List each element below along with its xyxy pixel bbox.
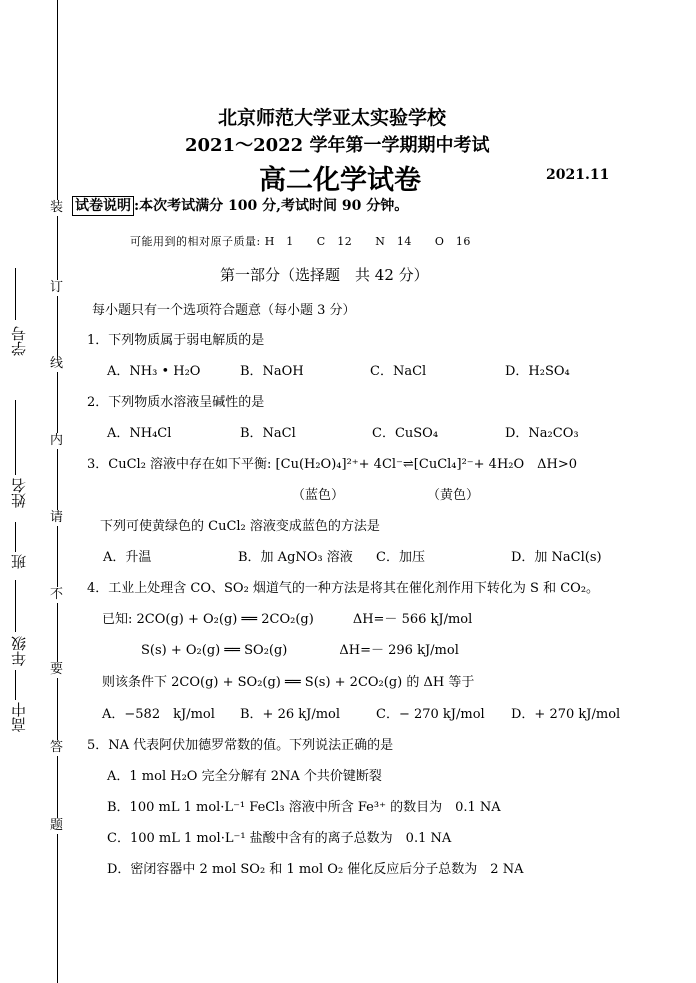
notice-text: :本次考试满分 100 分,考试时间 90 分钟。 <box>134 198 409 214</box>
section-title: 第一部分（选择题 共 42 分） <box>220 266 429 284</box>
name-field-line <box>15 400 16 475</box>
q1-option-c: C．NaCl <box>370 364 427 379</box>
binding-char: 不 <box>50 587 64 602</box>
exam-term: 2021～2022 学年第一学期期中考试 <box>185 135 490 156</box>
grade-label: 年级 <box>10 636 28 666</box>
q3-color-yellow: （黄色） <box>427 488 480 503</box>
q5-option-d: D．密闭容器中 2 mol SO₂ 和 1 mol O₂ 催化反应后分子总数为 2 NA <box>107 862 524 877</box>
binding-char: 内 <box>50 433 64 448</box>
q4-known-1: 已知: 2CO(g) + O₂(g) ══ 2CO₂(g) ΔH=－ 566 kJ/mol <box>102 612 473 627</box>
q5-option-c: C．100 mL 1 mol·L⁻¹ 盐酸中含有的离子总数为 0.1 NA <box>107 831 452 846</box>
grade-field-line <box>15 580 16 632</box>
student-id-field-line <box>15 268 16 320</box>
q1-stem: 1．下列物质属于弱电解质的是 <box>87 333 265 348</box>
exam-date: 2021.11 <box>546 167 610 183</box>
q2-stem: 2．下列物质水溶液呈碱性的是 <box>87 395 265 410</box>
class-field-line <box>15 522 16 552</box>
q5-option-b: B．100 mL 1 mol·L⁻¹ FeCl₃ 溶液中所含 Fe³⁺ 的数目为 0.1 NA <box>107 800 501 815</box>
q4-option-c: C．− 270 kJ/mol <box>376 707 485 722</box>
exam-notice <box>72 195 408 215</box>
q4-known-2: S(s) + O₂(g) ══ SO₂(g) ΔH=－ 296 kJ/mol <box>141 643 459 658</box>
q3-option-a: A．升温 <box>103 550 152 565</box>
q4-question: 则该条件下 2CO(g) + SO₂(g) ══ S(s) + 2CO₂(g) 的 ΔH 等于 <box>102 675 475 690</box>
q3-option-c: C．加压 <box>376 550 425 565</box>
binding-line <box>57 0 58 983</box>
binding-char: 装 <box>50 200 64 215</box>
binding-char: 线 <box>50 356 64 371</box>
q2-option-a: A．NH₄Cl <box>107 426 172 441</box>
notice-label: 试卷说明 <box>72 196 134 216</box>
q2-option-b: B．NaCl <box>240 426 296 441</box>
class-label: 班 <box>10 554 28 569</box>
paper-title: 高二化学试卷 <box>259 165 421 196</box>
binding-char: 请 <box>50 510 64 525</box>
q4-option-d: D．+ 270 kJ/mol <box>511 707 621 722</box>
binding-char: 要 <box>50 662 64 677</box>
binding-char: 订 <box>50 280 64 295</box>
q5-stem: 5．NA 代表阿伏加德罗常数的值。下列说法正确的是 <box>87 738 394 753</box>
q4-option-b: B．+ 26 kJ/mol <box>240 707 341 722</box>
q4-stem: 4．工业上处理含 CO、SO₂ 烟道气的一种方法是将其在催化剂作用下转化为 S 和 CO₂。 <box>87 581 600 596</box>
school-field-line <box>15 670 16 700</box>
school-label: 高中 <box>10 702 28 732</box>
q3-option-b: B．加 AgNO₃ 溶液 <box>238 550 353 565</box>
q2-option-d: D．Na₂CO₃ <box>505 426 579 441</box>
q3-option-d: D．加 NaCl(s) <box>511 550 602 565</box>
q3-stem: 3．CuCl₂ 溶液中存在如下平衡: [Cu(H₂O)₄]²⁺+ 4Cl⁻⇌[CuCl₄]²⁻+ 4H₂O ΔH>0 <box>87 457 578 472</box>
atomic-masses: 可能用到的相对原子质量: H 1 C 12 N 14 O 16 <box>130 235 471 248</box>
q3-question: 下列可使黄绿色的 CuCl₂ 溶液变成蓝色的方法是 <box>100 519 380 534</box>
q2-option-c: C．CuSO₄ <box>372 426 439 441</box>
q1-option-a: A．NH₃ • H₂O <box>107 364 201 379</box>
q1-option-d: D．H₂SO₄ <box>505 364 570 379</box>
binding-char: 答 <box>50 740 64 755</box>
q4-option-a: A．−582 kJ/mol <box>102 707 215 722</box>
name-label: 姓名 <box>10 478 28 508</box>
student-id-label: 学号 <box>10 326 28 356</box>
school-name: 北京师范大学亚太实验学校 <box>218 107 447 129</box>
binding-char: 题 <box>50 818 64 833</box>
q5-option-a: A．1 mol H₂O 完全分解有 2NA 个共价键断裂 <box>107 769 382 784</box>
section-instruction: 每小题只有一个选项符合题意（每小题 3 分） <box>92 303 356 318</box>
q1-option-b: B．NaOH <box>240 364 304 379</box>
q3-color-blue: （蓝色） <box>292 488 345 503</box>
